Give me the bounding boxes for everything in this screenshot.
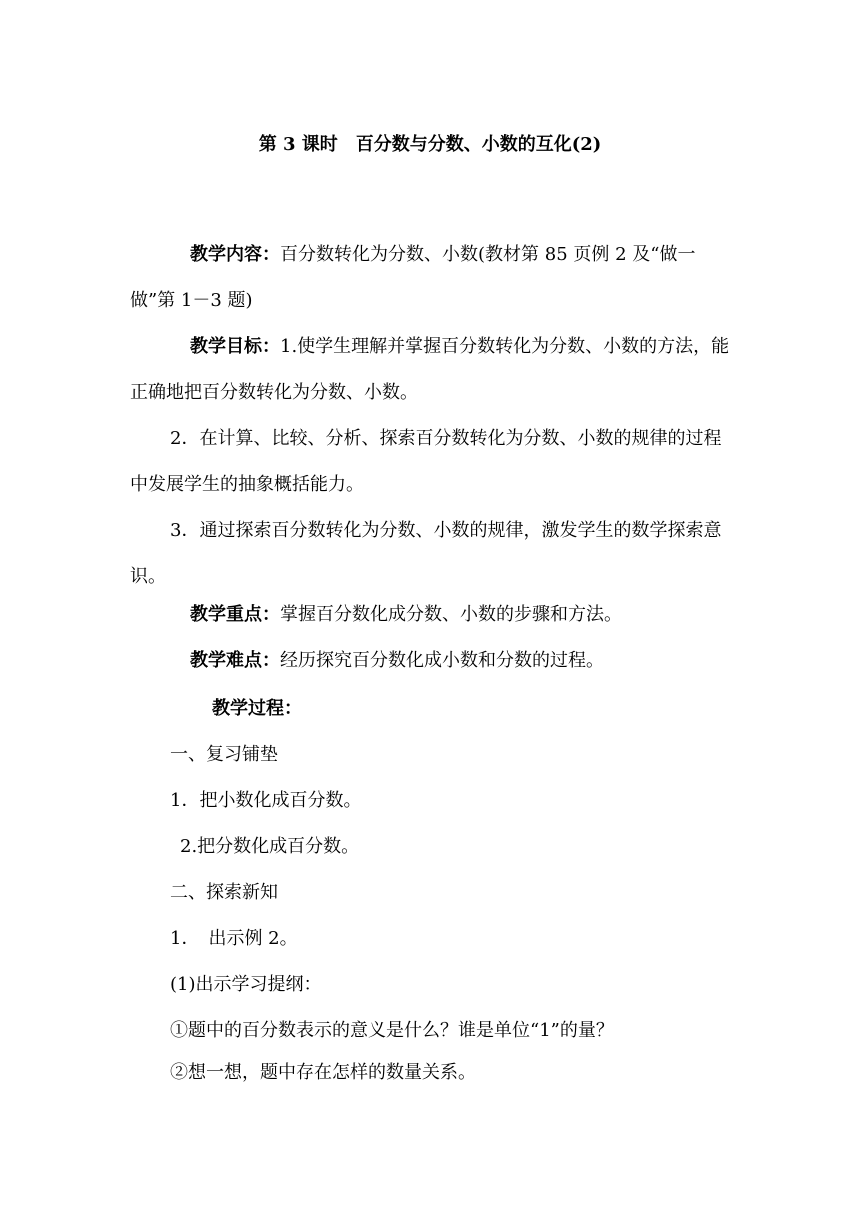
teaching-difficulty-label: 教学难点：: [190, 650, 280, 671]
list-item: ①题中的百分数表示的意义是什么？谁是单位“1”的量？: [170, 1020, 614, 1041]
list-item: 1． 出示例 2。: [170, 928, 298, 949]
teaching-key-point: [130, 592, 730, 638]
teaching-difficulty-text: 经历探究百分数化成小数和分数的过程。: [280, 650, 604, 671]
teaching-goal-1: [130, 324, 730, 416]
teaching-goal-1-text: 1.使学生理解并掌握百分数转化为分数、小数的方法，能正确地把百分数转化为分数、小数。: [130, 336, 730, 403]
teaching-goal-3: 3．通过探索百分数转化为分数、小数的规律，激发学生的数学探索意识。: [130, 520, 722, 587]
list-item: 2.把分数化成百分数。: [180, 836, 360, 857]
section-heading: 二、探索新知: [170, 882, 278, 903]
teaching-goal-2: 2．在计算、比较、分析、探索百分数转化为分数、小数的规律的过程中发展学生的抽象概括能力。: [130, 428, 722, 495]
teaching-content-text: 百分数转化为分数、小数(教材第 85 页例 2 及“做一做”第 1－3 题): [130, 244, 696, 311]
teaching-content: [130, 232, 730, 324]
teaching-key-point-label: 教学重点：: [190, 604, 280, 625]
teaching-difficulty: [130, 638, 730, 684]
section-heading: 一、复习铺垫: [170, 744, 278, 765]
teaching-goal-label: 教学目标：: [190, 336, 280, 357]
lesson-title: 第 3 课时 百分数与分数、小数的互化(2): [258, 134, 602, 155]
teaching-content-label: 教学内容：: [190, 244, 280, 265]
teaching-process-heading: 教学过程：: [212, 698, 302, 719]
list-item: 1．把小数化成百分数。: [170, 790, 362, 811]
teaching-key-point-text: 掌握百分数化成分数、小数的步骤和方法。: [280, 604, 622, 625]
list-item: (1)出示学习提纲：: [170, 974, 322, 995]
list-item: ②想一想，题中存在怎样的数量关系。: [170, 1062, 476, 1083]
